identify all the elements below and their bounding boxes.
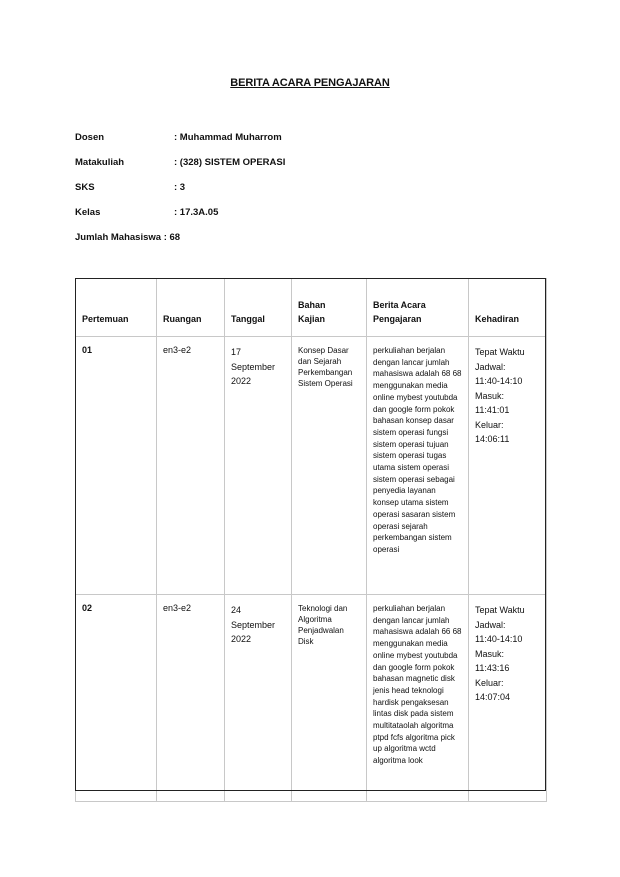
header-kehadiran: Kehadiran <box>469 279 547 337</box>
table-row <box>76 595 547 802</box>
table-header-row <box>76 279 547 337</box>
cell-kehadiran: Tepat Waktu Jadwal: 11:40-14:10 Masuk: 11:43:16 Keluar: 14:07:04 <box>469 595 547 802</box>
cell-tanggal: 24 September 2022 <box>225 595 292 802</box>
dosen-value: : Muhammad Muharrom <box>174 132 282 143</box>
jumlah-mahasiswa-label: Jumlah Mahasiswa <box>75 232 162 243</box>
cell-pertemuan: 01 <box>76 337 157 595</box>
cell-berita-acara: perkuliahan berjalan dengan lancar jumlah mahasiswa adalah 66 68 menggunakan media online mybest youtubda dan google form pokok bahasan magnetic disk jenis head teknologi hardisk pengaksesan lintas disk pada sistem multitataolah algoritma ptpd fcfs algoritma pick up algoritma wctd algoritma look <box>367 595 469 802</box>
cell-pertemuan: 02 <box>76 595 157 802</box>
kelas-label: Kelas <box>75 207 101 218</box>
cell-ruangan: en3-e2 <box>157 337 225 595</box>
teaching-record-table <box>75 278 547 802</box>
cell-kehadiran: Tepat Waktu Jadwal: 11:40-14:10 Masuk: 11:41:01 Keluar: 14:06:11 <box>469 337 547 595</box>
header-pertemuan: Pertemuan <box>76 279 157 337</box>
dosen-label: Dosen <box>75 132 105 143</box>
matakuliah-label: Matakuliah <box>75 157 125 168</box>
jumlah-mahasiswa-value: : 68 <box>163 232 181 243</box>
page-title: BERITA ACARA PENGAJARAN <box>230 77 390 89</box>
cell-berita-acara: perkuliahan berjalan dengan lancar jumlah mahasiswa adalah 68 68 menggunakan media online mybest youtubda dan google form pokok bahasan konsep dasar sistem operasi fungsi sistem operasi tujuan sistem operasi tugas utama sistem operasi sistem operasi sebagai penyedia layanan konsep utama sistem operasi sasaran sistem operasi sejarah perkembangan sistem operasi <box>367 337 469 595</box>
jumlah-mahasiswa-row <box>75 232 180 243</box>
header-ruangan: Ruangan <box>157 279 225 337</box>
sks-label: SKS <box>75 182 95 193</box>
cell-ruangan: en3-e2 <box>157 595 225 802</box>
kelas-value: : 17.3A.05 <box>174 207 219 218</box>
cell-tanggal: 17 September 2022 <box>225 337 292 595</box>
matakuliah-value: : (328) SISTEM OPERASI <box>174 157 286 168</box>
cell-bahan-kajian: Teknologi dan Algoritma Penjadwalan Disk <box>292 595 367 802</box>
header-tanggal: Tanggal <box>225 279 292 337</box>
sks-value: : 3 <box>174 182 186 193</box>
header-bahan-kajian: Bahan Kajian <box>292 279 367 337</box>
cell-bahan-kajian: Konsep Dasar dan Sejarah Perkembangan Sistem Operasi <box>292 337 367 595</box>
header-berita-acara: Berita Acara Pengajaran <box>367 279 469 337</box>
table-row <box>76 337 547 595</box>
